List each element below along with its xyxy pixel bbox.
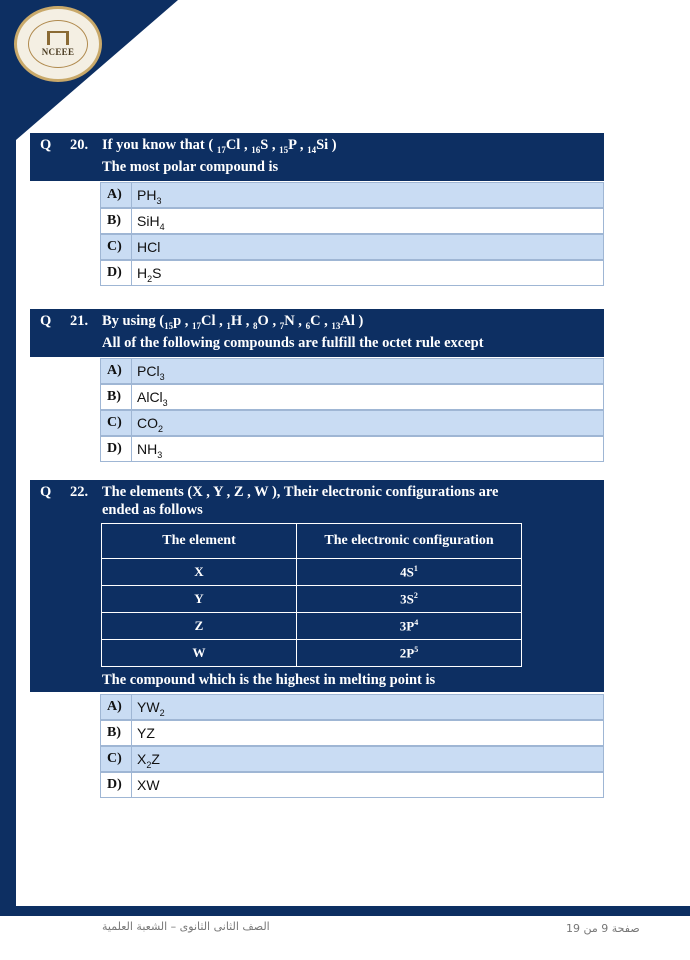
question-label: Q: [40, 484, 52, 500]
option-d[interactable]: D) $H_2S$: [100, 260, 604, 286]
question-stem-line1: If you know that ( $_{17}$Cl , $_{16}$S , $_{15}$P , $_{14}$Si ): [102, 137, 337, 155]
option-a[interactable]: A) $YW_2$: [100, 694, 604, 720]
question-label: Q: [40, 137, 52, 153]
configuration-cell: $2P^5$: [297, 640, 522, 667]
option-d[interactable]: D) $NH_3$: [100, 436, 604, 462]
question-label: Q: [40, 313, 52, 329]
table-header-configuration: The electronic configuration: [297, 524, 522, 559]
question-21-header: [30, 309, 604, 357]
element-cell: Y: [102, 586, 297, 613]
question-number: 22.: [70, 484, 89, 500]
question-stem-line3: The compound which is the highest in melting point is: [102, 672, 436, 688]
option-c[interactable]: C) HCl: [100, 234, 604, 260]
question-number: 21.: [70, 313, 89, 329]
question-stem-line1: The elements (X , Y , Z , W ), Their electronic configurations are: [102, 484, 499, 500]
option-a[interactable]: A) $PH_3$: [100, 182, 604, 208]
option-a[interactable]: A) PCl$_3$: [100, 358, 604, 384]
option-c[interactable]: C) $CO_2$: [100, 410, 604, 436]
configuration-cell: $4S^1$: [297, 559, 522, 586]
table-header-row: [102, 524, 522, 559]
question-20-header: [30, 133, 604, 181]
table-row: [102, 586, 522, 613]
ncee-logo: [14, 6, 102, 82]
logo-text: NCEEE: [41, 47, 75, 57]
option-b[interactable]: B) AlCl$_3$: [100, 384, 604, 410]
footer-bar: [0, 906, 690, 916]
table-row: [102, 559, 522, 586]
option-b[interactable]: B) YZ: [100, 720, 604, 746]
table-row: [102, 640, 522, 667]
element-cell: W: [102, 640, 297, 667]
footer-grade-label: الصف الثانى الثانوى – الشعبة العلمية: [102, 920, 270, 933]
question-stem-line2: ended as follows: [102, 502, 203, 518]
option-b[interactable]: B) SiH$_4$: [100, 208, 604, 234]
element-cell: Z: [102, 613, 297, 640]
configuration-cell: $3P^4$: [297, 613, 522, 640]
footer-page-number: صفحة 9 من 19: [566, 922, 640, 935]
table-header-element: The element: [102, 524, 297, 559]
table-row: [102, 613, 522, 640]
question-stem-line2: The most polar compound is: [102, 159, 279, 175]
question-stem-line1: By using ($_{15}p$ , $_{17}$Cl , $_1$H , $_8$O , $_7$N , $_6$C , $_{13}$Al ): [102, 313, 364, 331]
element-cell: X: [102, 559, 297, 586]
question-number: 20.: [70, 137, 89, 153]
option-c[interactable]: C) $X_2Z$: [100, 746, 604, 772]
institution-emblem-icon: [47, 31, 69, 45]
configuration-cell: $3S^2$: [297, 586, 522, 613]
question-stem-line2: All of the following compounds are fulfill the octet rule except: [102, 335, 484, 351]
electron-configuration-table: [101, 523, 522, 667]
option-d[interactable]: D) XW: [100, 772, 604, 798]
